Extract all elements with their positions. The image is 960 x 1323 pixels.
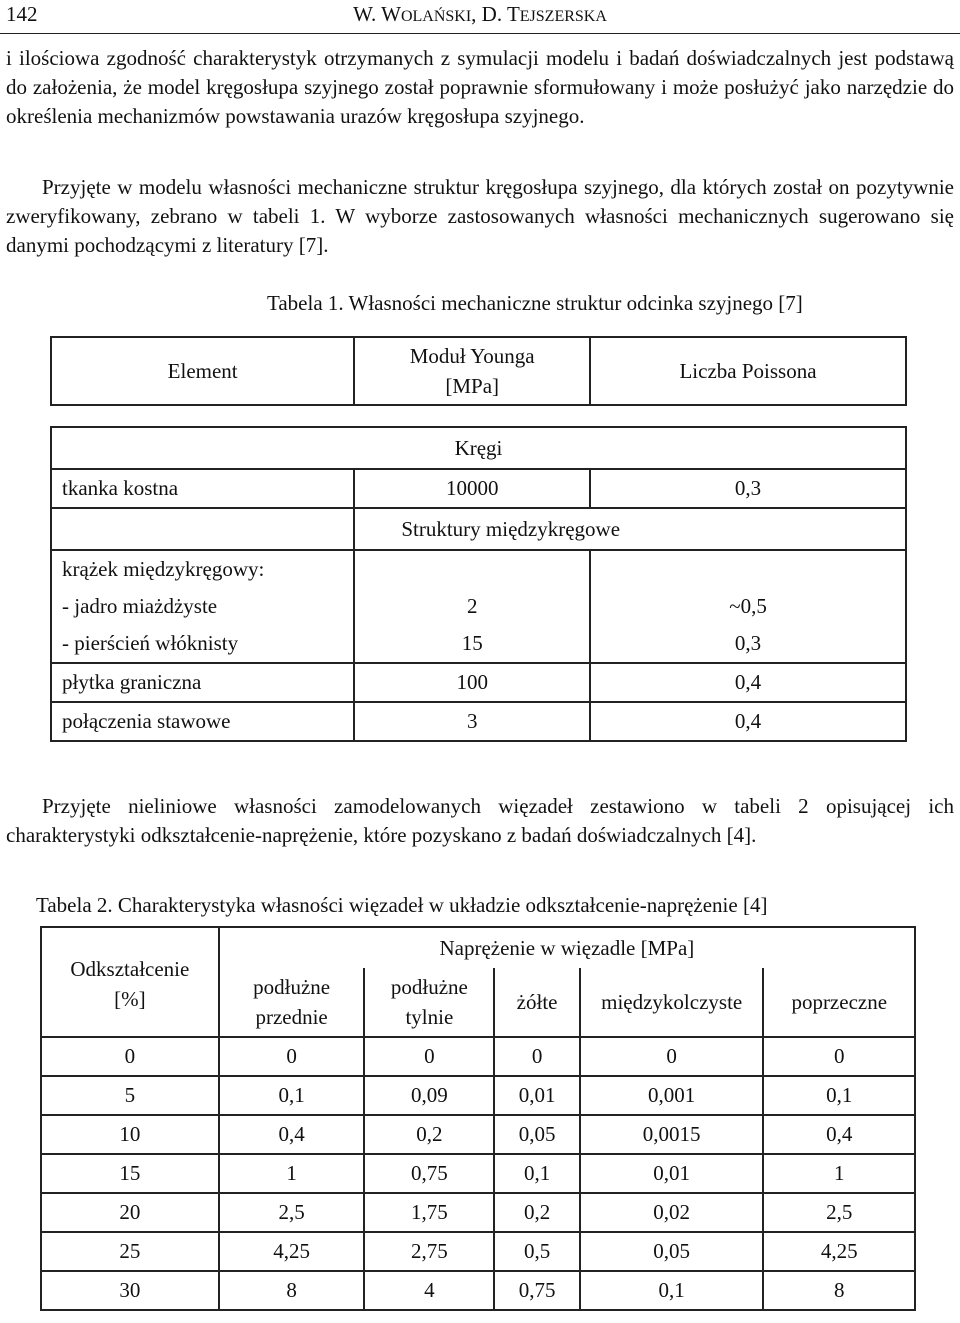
table2-cell: 0,01 — [494, 1076, 580, 1115]
running-header-authors — [6, 2, 954, 27]
table-row — [51, 663, 906, 702]
table2-cell: 2,75 — [364, 1232, 494, 1271]
table2-header-row — [41, 927, 915, 968]
table1-cell — [51, 508, 354, 550]
table1-cell: połączenia stawowe — [51, 702, 354, 741]
table1 — [50, 336, 907, 742]
table1-cell: - jadro miażdżyste — [51, 588, 354, 625]
table2-cell: 1 — [219, 1154, 365, 1193]
table2-cell: 0,02 — [580, 1193, 764, 1232]
table-row — [41, 1232, 915, 1271]
table1-cell: 3 — [354, 702, 590, 741]
table1-gap — [51, 405, 906, 427]
table2-cell: 0 — [219, 1037, 365, 1076]
table2-cell: 2,5 — [219, 1193, 365, 1232]
table2-cell: 0,1 — [580, 1271, 764, 1310]
table2 — [40, 926, 916, 1311]
author-surname-2: EJSZERSKA — [519, 8, 607, 25]
table1-section-vertebrae — [51, 427, 906, 469]
table2-cell: 30 — [41, 1271, 219, 1310]
table1-cell: 0,4 — [590, 702, 906, 741]
table2-cell: 25 — [41, 1232, 219, 1271]
table-row — [51, 588, 906, 625]
table2-cell: 8 — [219, 1271, 365, 1310]
table2-cell: 0,2 — [364, 1115, 494, 1154]
page-number: 142 — [6, 2, 38, 26]
table1-cell — [354, 550, 590, 588]
table-row — [51, 625, 906, 663]
table-row — [51, 550, 906, 588]
paragraph-3: Przyjęte nieliniowe własności zamodelowanych więzadeł zestawiono w tabeli 2 opisującej ich charakterystyki odkształcenie-naprężenie, które pozyskano z badań doświadczalnych [4]. — [6, 794, 954, 847]
table1-section-intervertebral-label: Struktury międzykręgowe — [354, 508, 906, 550]
table1-cell: krążek międzykręgowy: — [51, 550, 354, 588]
table1-header-young-text: Moduł Younga [MPa] — [409, 344, 535, 398]
table2-cell: 0,4 — [219, 1115, 365, 1154]
table1-cell: 10000 — [354, 469, 590, 508]
table-row — [41, 1193, 915, 1232]
table1-cell: 2 — [354, 588, 590, 625]
table2-cell: 8 — [763, 1271, 915, 1310]
table2-cell: 0,1 — [494, 1154, 580, 1193]
table1-cell: ~0,5 — [590, 588, 906, 625]
table1-section-vertebrae-label: Kręgi — [51, 427, 906, 469]
table2-cell: 0 — [763, 1037, 915, 1076]
table-row — [41, 1115, 915, 1154]
table2-subheader — [364, 968, 494, 1037]
table2-cell: 0,5 — [494, 1232, 580, 1271]
table1-header-young — [354, 337, 590, 405]
table1-cell: - pierścień włóknisty — [51, 625, 354, 663]
table2-cell: 1,75 — [364, 1193, 494, 1232]
table2-header-strain — [41, 927, 219, 1037]
table2-cell: 0 — [364, 1037, 494, 1076]
table2-cell: 5 — [41, 1076, 219, 1115]
table1-cell: 100 — [354, 663, 590, 702]
table2-cell: 0,0015 — [580, 1115, 764, 1154]
table2-header-strain-text: Odkształcenie [%] — [70, 957, 190, 1011]
table2-cell: 10 — [41, 1115, 219, 1154]
table1-cell: 15 — [354, 625, 590, 663]
author-separator: , D. T — [471, 2, 520, 26]
table2-cell: 15 — [41, 1154, 219, 1193]
table2-cell: 0,1 — [219, 1076, 365, 1115]
table2-cell: 0 — [41, 1037, 219, 1076]
table2-subheader: międzykolczyste — [580, 968, 764, 1037]
table2-cell: 4,25 — [763, 1232, 915, 1271]
table2-cell: 0 — [580, 1037, 764, 1076]
table2-cell: 20 — [41, 1193, 219, 1232]
table1-cell: 0,3 — [590, 469, 906, 508]
table1-cell: 0,4 — [590, 663, 906, 702]
table2-cell: 0,05 — [494, 1115, 580, 1154]
table1-cell: 0,3 — [590, 625, 906, 663]
table1-cell: płytka graniczna — [51, 663, 354, 702]
table-row — [41, 1076, 915, 1115]
table2-cell: 0,4 — [763, 1115, 915, 1154]
table1-header-row — [51, 337, 906, 405]
table2-cell: 4 — [364, 1271, 494, 1310]
table2-subheader: żółte — [494, 968, 580, 1037]
table2-cell: 4,25 — [219, 1232, 365, 1271]
running-header — [6, 2, 954, 32]
table1-caption: Tabela 1. Własności mechaniczne struktur odcinka szyjnego [7] — [267, 291, 803, 315]
table2-cell: 1 — [763, 1154, 915, 1193]
table2-cell: 0,09 — [364, 1076, 494, 1115]
table2-cell: 0,05 — [580, 1232, 764, 1271]
table2-cell: 0,2 — [494, 1193, 580, 1232]
table1-header-poisson: Liczba Poissona — [590, 337, 906, 405]
table-row — [51, 469, 906, 508]
table1-cell — [590, 550, 906, 588]
table1-section-intervertebral — [51, 508, 906, 550]
table2-header-stress: Naprężenie w więzadle [MPa] — [219, 927, 915, 968]
table2-subheader — [219, 968, 365, 1037]
table1-cell: tkanka kostna — [51, 469, 354, 508]
table2-subheader-text: podłużne przednie — [253, 975, 331, 1029]
paragraph-2: Przyjęte w modelu własności mechaniczne struktur kręgosłupa szyjnego, dla których został on pozytywnie zweryfikowany, zebrano w tabeli 1. W wyborze zastosowanych własności mechanicznych sugerowano się danymi pochodzącymi z literatury [7]. — [6, 175, 954, 257]
table2-cell: 0,1 — [763, 1076, 915, 1115]
table2-cell: 2,5 — [763, 1193, 915, 1232]
table-row — [41, 1271, 915, 1310]
author-surname-1: OLAŃSKI — [400, 8, 472, 25]
table2-cell: 0 — [494, 1037, 580, 1076]
table2-caption: Tabela 2. Charakterystyka własności więzadeł w układzie odkształcenie-naprężenie [4] — [36, 893, 768, 917]
table2-cell: 0,75 — [494, 1271, 580, 1310]
table2-cell: 0,01 — [580, 1154, 764, 1193]
paragraph-1: i ilościowa zgodność charakterystyk otrzymanych z symulacji modelu i badań doświadczalnych jest podstawą do założenia, że model kręgosłupa szyjnego został poprawnie sformułowany i może posłużyć jako narzędzie do określenia mechanizmów powstawania urazów kręgosłupa szyjnego. — [6, 46, 954, 128]
table2-cell: 0,75 — [364, 1154, 494, 1193]
table-row — [41, 1037, 915, 1076]
header-rule — [0, 33, 960, 34]
author-initial: W. W — [353, 2, 401, 26]
table1-header-element: Element — [51, 337, 354, 405]
table-row — [51, 702, 906, 741]
table2-subheader-text: podłużne tylnie — [390, 975, 468, 1029]
table-row — [41, 1154, 915, 1193]
table2-cell: 0,001 — [580, 1076, 764, 1115]
table2-subheader: poprzeczne — [763, 968, 915, 1037]
